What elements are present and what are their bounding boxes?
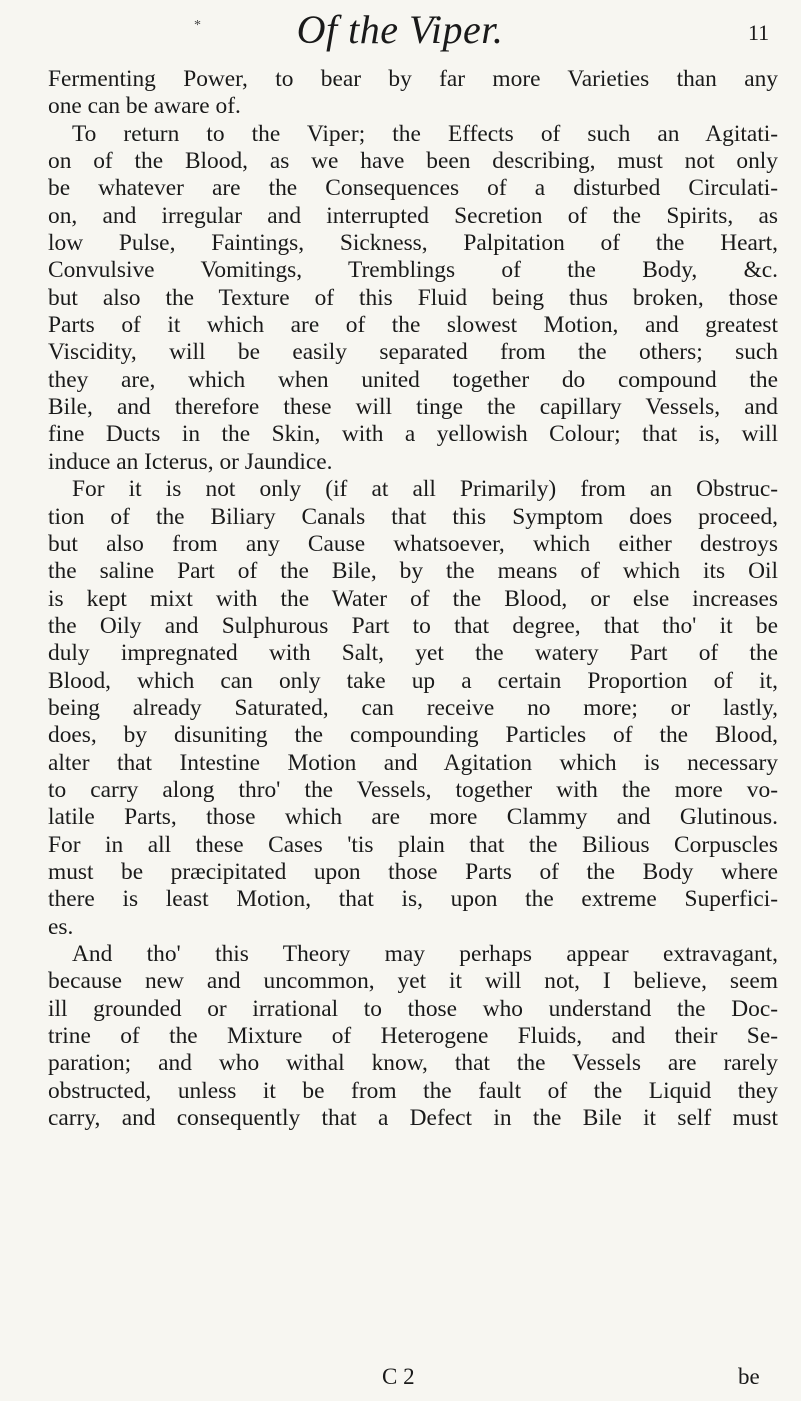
text-line: does, by disuniting the compounding Particles of the Blood,	[48, 722, 778, 749]
text-line: but also from any Cause whatsoever, which either destroys	[48, 530, 778, 557]
text-line: the Oily and Sulphurous Part to that degree, that tho' it be	[48, 612, 778, 639]
text-line: be whatever are the Consequences of a disturbed Circulati-	[48, 175, 778, 202]
text-line: on, and irregular and interrupted Secretion of the Spirits, as	[48, 202, 778, 229]
text-line: one can be aware of.	[48, 93, 241, 120]
text-line: alter that Intestine Motion and Agitation which is necessary	[48, 749, 778, 776]
text-line: tion of the Biliary Canals that this Symptom does proceed,	[48, 503, 778, 530]
text-line: trine of the Mixture of Heterogene Fluids, and their Se-	[48, 1023, 778, 1050]
text-line: there is least Motion, that is, upon the extreme Superfici-	[48, 886, 778, 913]
text-line: For in all these Cases 'tis plain that the Bilious Corpuscles	[48, 831, 778, 858]
text-line: but also the Texture of this Fluid being thus broken, those	[48, 284, 778, 311]
text-line: carry, and consequently that a Defect in the Bile it self must	[48, 1105, 778, 1132]
running-head	[0, 6, 801, 66]
text-line: For it is not only (if at all Primarily) from an Obstruc-	[72, 476, 778, 503]
text-line: And tho' this Theory may perhaps appear extravagant,	[72, 941, 778, 967]
text-line: Viscidity, will be easily separated from the others; such	[48, 339, 778, 366]
text-line: Blood, which can only take up a certain Proportion of it,	[48, 667, 778, 694]
text-line: duly impregnated with Salt, yet the watery Part of the	[48, 640, 778, 667]
catchword: be	[738, 1364, 760, 1389]
text-line: on of the Blood, as we have been describing, must not only	[48, 148, 778, 175]
text-line: ill grounded or irrational to those who understand the Doc-	[48, 995, 778, 1022]
text-line: to carry along thro' the Vessels, together with the more vo-	[48, 776, 778, 803]
text-line: must be præcipitated upon those Parts of the Body where	[48, 858, 778, 885]
page-footer	[0, 1364, 801, 1394]
text-line: the saline Part of the Bile, by the means of which its Oil	[48, 558, 778, 585]
signature-mark: C 2	[382, 1364, 415, 1389]
text-line: Convulsive Vomitings, Tremblings of the Body, &c.	[48, 257, 778, 284]
text-line: they are, which when united together do compound the	[48, 366, 778, 393]
text-line: low Pulse, Faintings, Sickness, Palpitation of the Heart,	[48, 230, 778, 257]
running-title: Of the Viper.	[296, 7, 504, 52]
text-line: To return to the Viper; the Effects of such an Agitati-	[72, 120, 778, 147]
printer-mark: *	[194, 18, 201, 33]
text-line: paration; and who withal know, that the Vessels are rarely	[48, 1050, 778, 1077]
text-line: being already Saturated, can receive no more; or lastly,	[48, 694, 778, 721]
text-line: latile Parts, those which are more Clammy and Glutinous.	[48, 804, 778, 831]
text-line: Bile, and therefore these will tinge the capillary Vessels, and	[48, 394, 778, 421]
text-line: fine Ducts in the Skin, with a yellowish Colour; that is, will	[48, 421, 778, 448]
text-line: induce an Icterus, or Jaundice.	[48, 448, 333, 475]
text-line: obstructed, unless it be from the fault of the Liquid they	[48, 1077, 778, 1104]
text-line: because new and uncommon, yet it will not, I believe, seem	[48, 968, 778, 995]
text-line: Fermenting Power, to bear by far more Varieties than any	[48, 66, 778, 92]
text-line: Parts of it which are of the slowest Motion, and greatest	[48, 312, 778, 339]
text-line: es.	[48, 913, 74, 940]
text-line: is kept mixt with the Water of the Blood, or else increases	[48, 585, 778, 612]
body-text	[48, 66, 778, 1132]
page-number: 11	[748, 20, 770, 45]
